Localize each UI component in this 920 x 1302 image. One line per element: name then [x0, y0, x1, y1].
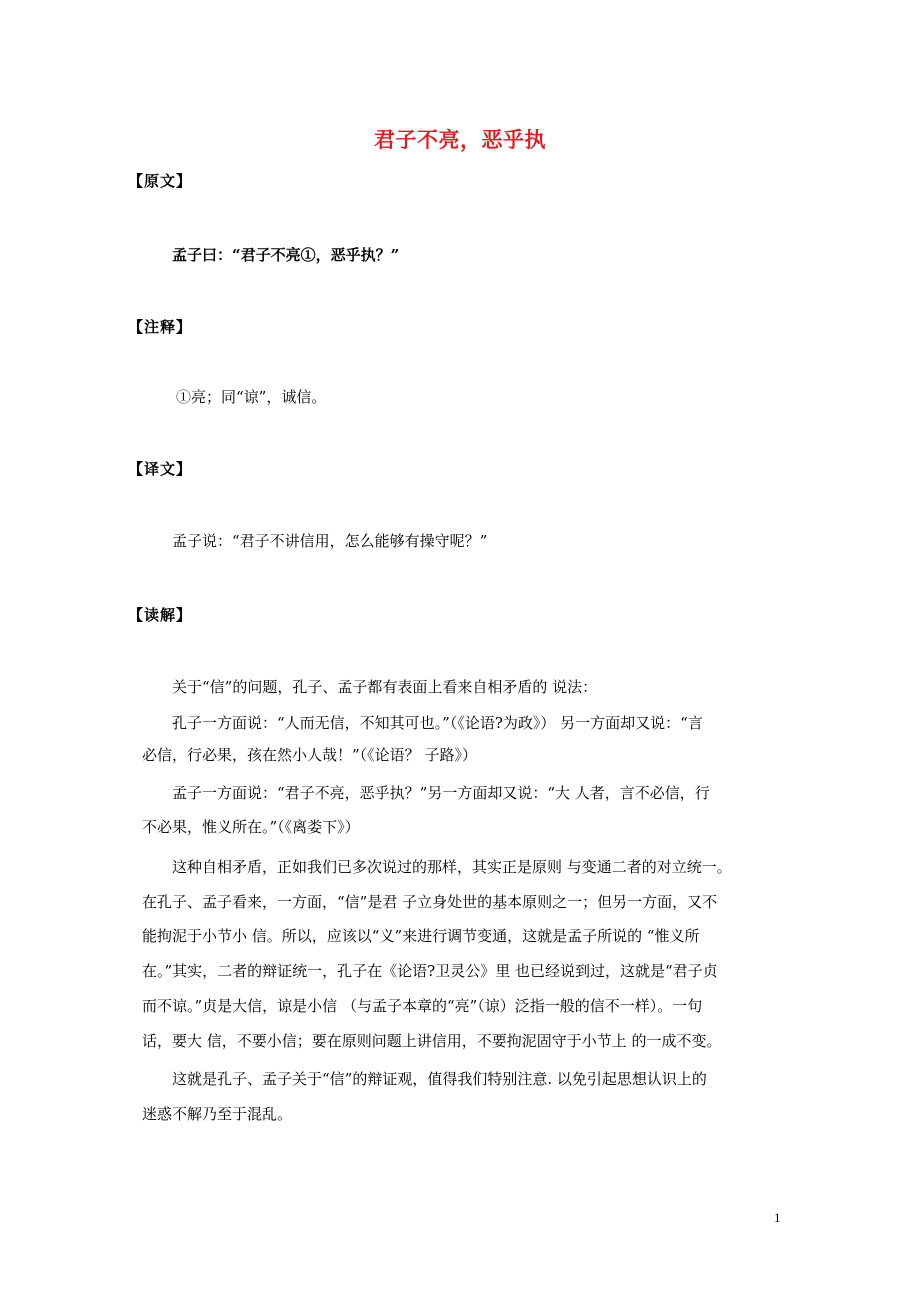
interpretation-line: 关于“信”的问题，孔子、孟子都有表面上看来自相矛盾的 说法： — [172, 678, 598, 696]
translation-text: 孟子说：“君子不讲信用，怎么能够有操守呢？” — [172, 532, 488, 550]
interpretation-line: 在孔子、孟子看来，一方面，“信”是君 子立身处世的基本原则之一；但另一方面，又不 — [142, 893, 718, 911]
interpretation-line: 必信，行必果，孩在然小人哉！”（《论语？ 子路》） — [142, 746, 477, 764]
section-header-interpretation: 【读解】 — [128, 606, 193, 624]
section-header-translation: 【译文】 — [128, 460, 193, 478]
original-text: 孟子曰：“君子不亮①，恶乎执？” — [172, 246, 400, 264]
interpretation-line: 在。”其实，二者的辩证统一，孔子在《论语?卫灵公》里 也已经说到过，这就是“君子贞 — [142, 962, 718, 980]
interpretation-line: 而不谅。”贞是大信，谅是小信 （与孟子本章的“亮”（谅）泛指一般的信不一样）。一句 — [142, 997, 703, 1015]
interpretation-line: 迷惑不解乃至于混乱。 — [142, 1105, 293, 1123]
notes-text: ①亮；同“谅”，诚信。 — [176, 388, 327, 406]
page-number: 1 — [774, 1210, 781, 1225]
interpretation-line: 话，要大 信，不要小信；要在原则问题上讲信用，不要拘泥固守于小节上 的一成不变。 — [142, 1032, 722, 1050]
interpretation-line: 这种自相矛盾，正如我们已多次说过的那样，其实正是原则 与变通二者的对立统一。 — [172, 858, 732, 876]
interpretation-line: 不必果，惟义所在。”（《离娄下》） — [142, 818, 360, 836]
section-header-original: 【原文】 — [128, 172, 193, 190]
interpretation-line: 孟子一方面说：“君子不亮，恶乎执？”另一方面却又说：“大 人者，言不必信，行 — [172, 784, 710, 802]
section-header-notes: 【注释】 — [128, 318, 193, 336]
page-title: 君子不亮，恶乎执 — [374, 127, 546, 152]
interpretation-line: 这就是孔子、孟子关于“信”的辩证观，值得我们特别注意. 以免引起思想认识上的 — [172, 1070, 707, 1088]
interpretation-line: 孔子一方面说：“人而无信，不知其可也。”（《论语?为政》） 另一方面却又说：“言 — [172, 714, 703, 732]
interpretation-line: 能拘泥于小节小 信。所以，应该以“义”来进行调节变通，这就是孟子所说的 “惟义所 — [142, 927, 700, 945]
